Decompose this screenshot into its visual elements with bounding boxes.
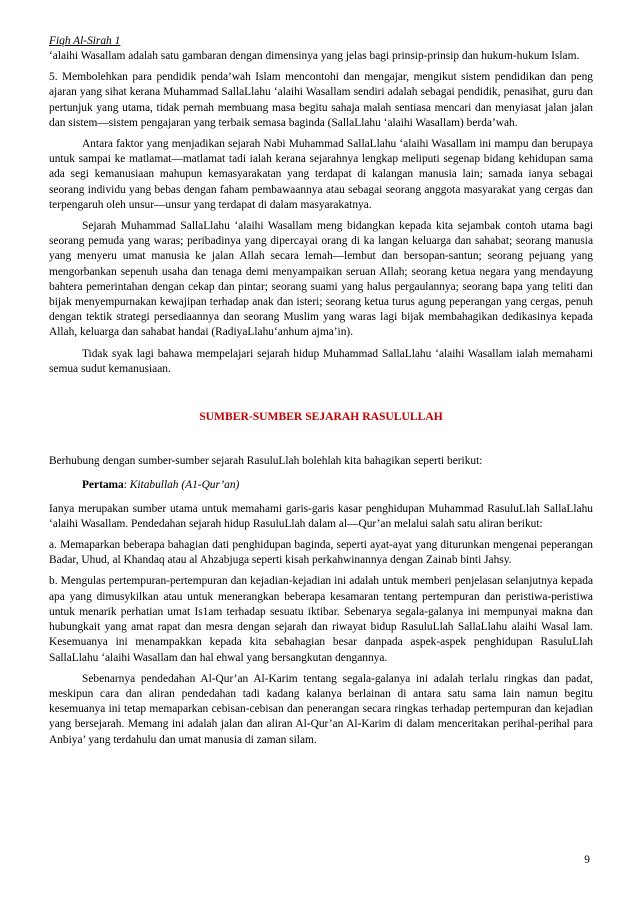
source-title: Kitabullah (A1-Qur’an) bbox=[129, 479, 240, 492]
paragraph: Sebenarnya pendedahan Al-Qur’an Al-Karim tentang segala-galanya ini adalah terlalu ringkas dan padat, meskipun cara dan aliran pendedahan tadi kadang kalanya berlainan di antara satu sama lain namun begitu kesemuanya ini tetap memaparkan cebisan-cebisan dan penerangan secara ringkas terhadap pertempuran dan kejadian yang bersejarah. Memang ini adalah jalan dan aliran Al-Qur’an Al-Karim di dalam menceritakan perihal-perihal para Anbiya’ yang terdahulu dan umat manusia di zaman silam. bbox=[49, 672, 593, 746]
source-separator: : bbox=[123, 479, 130, 492]
section-heading: SUMBER-SUMBER SEJARAH RASULULLAH bbox=[199, 410, 443, 424]
page-number: 9 bbox=[584, 854, 590, 866]
running-header: Fiqh Al-Sirah 1 bbox=[49, 35, 121, 47]
list-item-a: a. Memaparkan beberapa bahagian dati penghidupan baginda, seperti ayat-ayat yang diturunkan mengenai peperangan Badar, Uhud, al Khandaq atau al Ahzabjuga seperti kisah perkahwinannya dengan Zainab binti Jahsy. bbox=[49, 539, 593, 567]
intro-paragraph: Berhubung dengan sumber-sumber sejarah RasuluLlah bolehlah kita bahagikan seperti berikut: bbox=[49, 455, 483, 468]
paragraph: Ianya merupakan sumber utama untuk memahami garis-garis kasar penghidupan Muhammad RasuluLlah SallaLlahu ‘alaihi Wasallam. Pendedahan sejarah hidup RasuluLlah dalam al—Qur’an melalui salah satu aliran berikut: bbox=[49, 502, 593, 530]
numbered-point: 5. Membolehkan para pendidik penda’wah Islam mencontohi dan mengajar, mengikut sistem pendidikan dan peng ajaran yang sihat kerana Muhammad SallaLlahu ‘alaihi Wasallam sendiri adalah sebagai pendidik, penasihat, guru dan pertunjuk yang utama, tidak pernah membuang masa begitu sahaja malah sentiasa mencari dan menyiasat jalan jalan dan sistem—sistem pengajaran yang terbaik semasa baginda (SallaLlahu ‘alaihi Wasallam) berda’wah. bbox=[49, 71, 593, 129]
paragraph: Sejarah Muhammad SallaLlahu ‘alaihi Wasallam meng bidangkan kepada kita sejambak contoh utama bagi seorang pemuda yang waras; peribadinya yang dipercayai orang di ka langan keluarga dan sahabat; seorang manusia yang menyeru umat manusia ke jalan Allah secara lemah—lembut dan bersopan-santun; seorang pejuang yang mengorbankan sepenuh usaha dan tenaga demi menyampaikan seruan Allah; seorang ketua negara yang mendayung bahtera pemerintahan dengan cekap dan pintar; seorang suami yang halus pergaulannya; seorang bapa yang teliti dan bijak menyempurnakan kewajipan terhadap anak dan isteri; seorang ketua turus agung peperangan yang cergas, penuh dengan tektik strategi persediaannya dan seorang Muslim yang waras lagi bijak membahagikan dedikasinya kepada Allah, keluarga dan sahabat handai (RadiyaLlahu‘anhum ajma’in). bbox=[49, 220, 593, 339]
source-subheading bbox=[49, 478, 593, 493]
paragraph: Antara faktor yang menjadikan sejarah Nabi Muhammad SallaLlahu ‘alaihi Wasallam ini mampu dan berupaya untuk sampai ke matlamat—matlamat tadi ialah kerana sejarahnya lengkap meliputi segenap bidang kehidupan sama ada segi kemanusiaan mahupun kemasyarakatan yang terdapat di kalangan manusia lain; samada ianya sebagai seorang individu yang bebas dengan faham pembawaannya atau sebagai seorang anggota masyarakat yang cergas dan terpengaruh oleh unsur—unsur yang terdapat di dalam masyarakatnya. bbox=[49, 138, 593, 211]
source-label: Pertama bbox=[82, 479, 124, 492]
page-body bbox=[49, 49, 593, 754]
paragraph: Tidak syak lagi bahawa mempelajari sejarah hidup Muhammad SallaLlahu ‘alaihi Wasallam ialah memahami semua sudut kemanusiaan. bbox=[49, 347, 593, 375]
paragraph: ‘alaihi Wasallam adalah satu gambaran dengan dimensinya yang jelas bagi prinsip-prinsip dan hukum-hukum Islam. bbox=[49, 50, 580, 62]
list-item-b: b. Mengulas pertempuran-pertempuran dan kejadian-kejadian ini adalah untuk memberi penjelasan selanjutnya kepada apa yang dimusykilkan atau untuk menerangkan beberapa kesamaran tentang pertempuran dan peristiwa-peristiwa untuk menarik perhatian umat Is1am terhadap sesuatu iktibar. Sebenarya segala-galanya ini mempunyai makna dan hubungkait yang amat rapat dan mesra dengan sejarah dan riwayat bidup RasuluLlah SallaLlahu alaihi Wasal lam. Kesemuanya ini menampakkan kepada kita sebahagian besar danpada aspek-aspek penghidupan RasuluLlah SallaLlahu ‘alaihi Wasallam dan hal ehwal yang bersangkutan dengannya. bbox=[49, 575, 593, 664]
